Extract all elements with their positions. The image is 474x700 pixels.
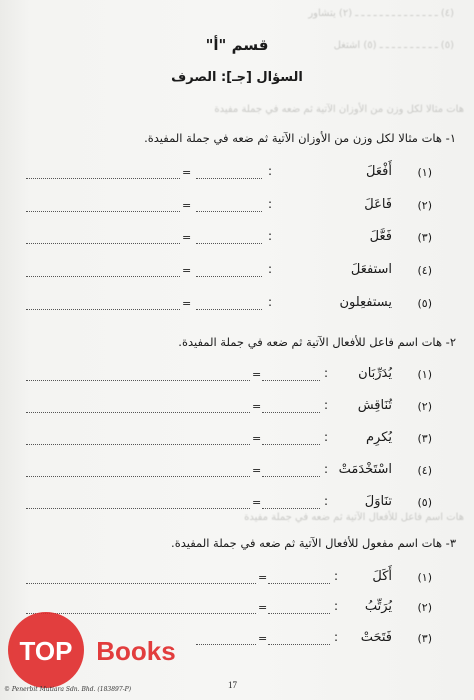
- answer-blank[interactable]: [262, 476, 320, 477]
- exercise-row: [0, 430, 474, 450]
- answer-blank[interactable]: [196, 309, 262, 310]
- sentence-blank[interactable]: [26, 211, 180, 212]
- bleed-text: هات اسم فاعل للأفعال الآتية ثم ضعه في جملة مفيدة: [244, 512, 464, 523]
- sentence-blank[interactable]: [26, 583, 256, 584]
- equals-sign: =: [252, 400, 262, 413]
- equals-sign: =: [182, 297, 192, 310]
- equals-sign: =: [252, 496, 262, 509]
- item-word: فَتَحَتْ: [360, 630, 392, 645]
- sentence-blank[interactable]: [26, 276, 180, 277]
- item-number: (٤): [417, 264, 432, 277]
- colon: :: [268, 164, 273, 178]
- exercise-row: [0, 197, 474, 217]
- colon: :: [324, 494, 329, 508]
- exercise-row: [0, 366, 474, 386]
- colon: :: [334, 630, 339, 644]
- question-2-instruction: ٢- هات اسم فاعل للأفعال الآتية ثم ضعه في جملة المفيدة.: [178, 335, 456, 349]
- answer-blank[interactable]: [196, 178, 262, 179]
- item-number: (٥): [417, 496, 432, 509]
- sentence-blank[interactable]: [26, 380, 250, 381]
- topbooks-logo: [6, 610, 192, 690]
- exercise-row: [0, 164, 474, 184]
- page-title: قسم "أ": [205, 36, 269, 54]
- equals-sign: =: [182, 264, 192, 277]
- answer-blank[interactable]: [268, 583, 330, 584]
- bleed-text: هات مثالا لكل وزن من الأوزان الآتية ثم ضعه في جملة مفيدة: [214, 104, 464, 115]
- colon: :: [334, 599, 339, 613]
- sentence-blank[interactable]: [196, 644, 256, 645]
- item-number: (٢): [417, 400, 432, 413]
- exercise-row: [0, 295, 474, 315]
- sentence-blank[interactable]: [26, 476, 250, 477]
- item-number: (٣): [417, 231, 432, 244]
- equals-sign: =: [252, 432, 262, 445]
- bleed-text: (٥) ـ ـ ـ ـ ـ ـ ـ ـ ـ ـ (٥) اشتغل: [333, 40, 454, 51]
- answer-blank[interactable]: [196, 211, 262, 212]
- item-number: (١): [417, 368, 432, 381]
- exercise-row: [0, 398, 474, 418]
- answer-blank[interactable]: [262, 508, 320, 509]
- equals-sign: =: [252, 464, 262, 477]
- answer-blank[interactable]: [262, 380, 320, 381]
- item-word: يُرَتِّبُ: [364, 599, 392, 614]
- colon: :: [268, 229, 273, 243]
- item-word: يُكرِم: [365, 430, 392, 445]
- sentence-blank[interactable]: [26, 508, 250, 509]
- exercise-row: [0, 462, 474, 482]
- item-number: (٢): [417, 199, 432, 212]
- bleed-text: (٤) ـ ـ ـ ـ ـ ـ ـ ـ ـ ـ ـ ـ ـ ـ (٢) يتشاور: [308, 8, 454, 19]
- item-word: تنَاوَلَ: [364, 494, 392, 509]
- answer-blank[interactable]: [196, 243, 262, 244]
- sentence-blank[interactable]: [26, 243, 180, 244]
- answer-blank[interactable]: [262, 444, 320, 445]
- answer-blank[interactable]: [268, 613, 330, 614]
- item-word: استفعَلَ: [350, 262, 392, 277]
- item-number: (٢): [417, 601, 432, 614]
- item-word: فَاعَلَ: [364, 197, 392, 212]
- item-number: (١): [417, 166, 432, 179]
- equals-sign: =: [258, 601, 268, 614]
- item-number: (٤): [417, 464, 432, 477]
- answer-blank[interactable]: [196, 276, 262, 277]
- colon: :: [334, 569, 339, 583]
- equals-sign: =: [182, 199, 192, 212]
- equals-sign: =: [258, 571, 268, 584]
- colon: :: [324, 462, 329, 476]
- item-word: فَعَّلَ: [369, 229, 392, 244]
- sentence-blank[interactable]: [26, 444, 250, 445]
- question-1-instruction: ١- هات مثالا لكل وزن من الأوزان الآتية ثم ضعه في جملة المفيدة.: [144, 131, 456, 145]
- section-heading: السؤال [جـ]: الصرف: [171, 70, 303, 85]
- equals-sign: =: [252, 368, 262, 381]
- item-number: (٣): [417, 632, 432, 645]
- exercise-row: [0, 494, 474, 514]
- item-word: أَكَلَ: [372, 569, 392, 584]
- colon: :: [268, 197, 273, 211]
- answer-blank[interactable]: [262, 412, 320, 413]
- sentence-blank[interactable]: [26, 178, 180, 179]
- colon: :: [324, 398, 329, 412]
- publisher-credit: © Penerbit Mutiara Sdn. Bhd. (183897-P): [4, 686, 132, 693]
- item-number: (٣): [417, 432, 432, 445]
- svg-text:TOP: TOP: [19, 636, 73, 666]
- item-word: يستفعِلون: [339, 295, 392, 310]
- exercise-row: [0, 229, 474, 249]
- sentence-blank[interactable]: [26, 412, 250, 413]
- colon: :: [268, 295, 273, 309]
- question-3-instruction: ٣- هات اسم مفعول للأفعال الآتية ثم ضعه في جملة المفيدة.: [171, 536, 456, 550]
- equals-sign: =: [182, 231, 192, 244]
- equals-sign: =: [182, 166, 192, 179]
- sentence-blank[interactable]: [26, 309, 180, 310]
- item-number: (١): [417, 571, 432, 584]
- item-word: أَفْعَلَ: [366, 164, 392, 179]
- item-word: تُنَاقِش: [357, 398, 392, 413]
- item-number: (٥): [417, 297, 432, 310]
- colon: :: [324, 366, 329, 380]
- colon: :: [268, 262, 273, 276]
- colon: :: [324, 430, 329, 444]
- page-number: 17: [228, 680, 237, 690]
- item-word: اسْتَخْدَمَتْ: [338, 462, 392, 477]
- exercise-row: [0, 569, 474, 589]
- svg-text:Books: Books: [96, 636, 176, 666]
- answer-blank[interactable]: [268, 644, 330, 645]
- item-word: يُدَرِّبَان: [358, 366, 392, 381]
- exercise-row: [0, 262, 474, 282]
- equals-sign: =: [258, 632, 268, 645]
